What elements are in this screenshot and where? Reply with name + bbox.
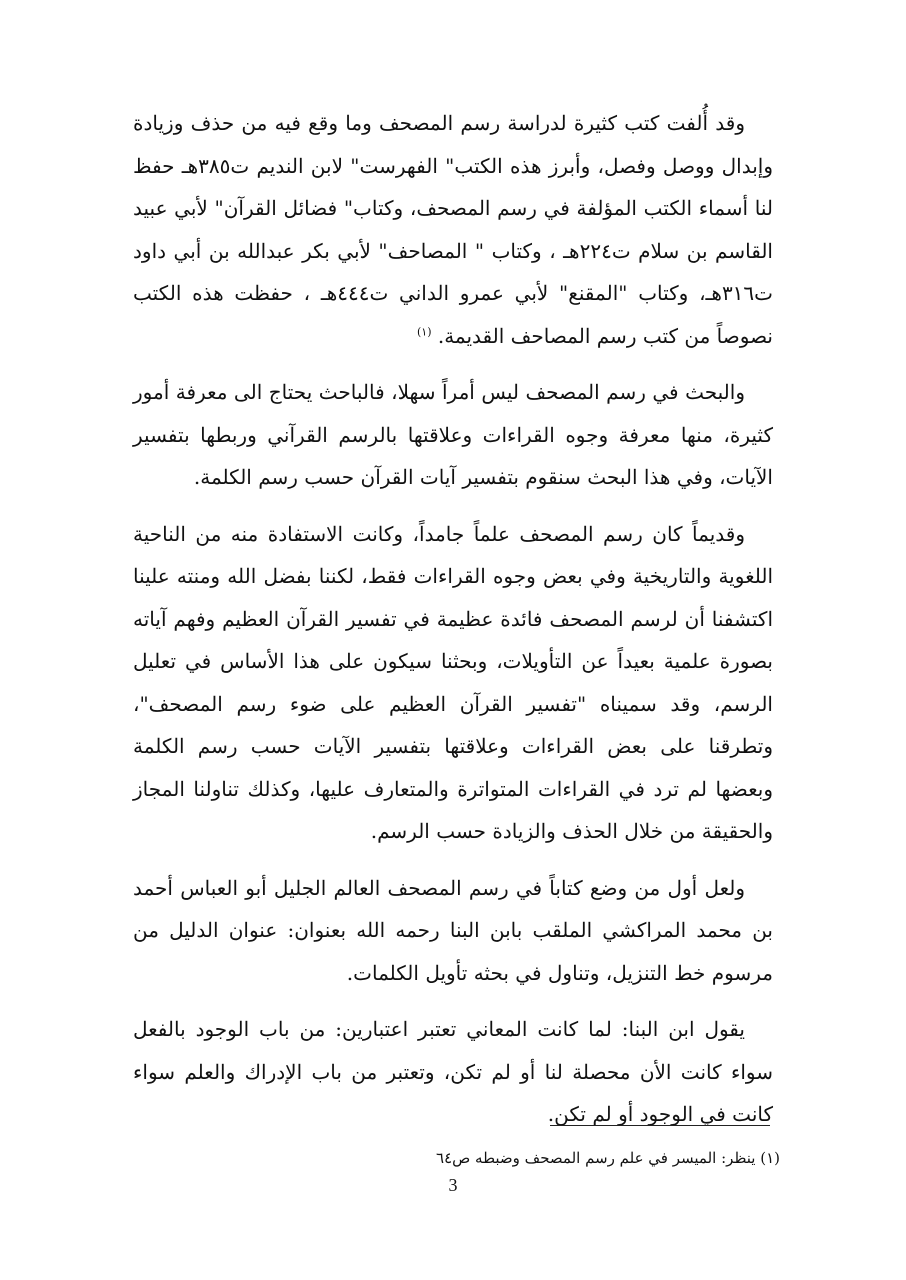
paragraph-3-text: وقديماً كان رسم المصحف علماً جامداً، وكانت الاستفادة منه من الناحية اللغوية والتاريخية وفي بعض وجوه القراءات فقط، لكننا بفضل الله ومنته علينا اكتشفنا أن لرسم المصحف فائدة عظيمة في تفسير القرآن العظيم وفهم آياته بصورة علمية بعيداً عن التأويلات، وبحثنا سيكون على هذا الأساس في تعليل الرسم، وقد سميناه "تفسير القرآن العظيم على ضوء رسم المصحف"، وتطرقنا على بعض القراءات وعلاقتها بتفسير الآيات حسب رسم الكلمة وبعضها لم ترد في القراءات المتواترة والمتعارف عليها، وكذلك تناولنا المجاز والحقيقة من خلال الحذف والزيادة حسب الرسم.: [133, 521, 773, 843]
footnote-text: (١) ينظر: الميسر في علم رسم المصحف وضبطه ص٦٤: [436, 1149, 780, 1167]
paragraph-5: [133, 1008, 773, 1136]
paragraph-1-text: وقد أُلفت كتب كثيرة لدراسة رسم المصحف وما وقع فيه من حذف وزيادة وإبدال ووصل وفصل، وأبرز هذه الكتب" الفهرست" لابن النديم ت٣٨٥هـ حفظ لنا أسماء الكتب المؤلفة في رسم المصحف، وكتاب" فضائل القرآن" لأبي عبيد القاسم بن سلام ت٢٢٤هـ ، وكتاب " المصاحف" لأبي بكر عبدالله بن أبي داود ت٣١٦هـ، وكتاب "المقنع" لأبي عمرو الداني ت٤٤٤هـ ، حفظت هذه الكتب نصوصاً من كتب رسم المصاحف القديمة.: [133, 111, 773, 348]
main-text: [133, 102, 773, 1136]
footnote-reference[interactable]: (١): [416, 324, 432, 338]
paragraph-5-text: يقول ابن البنا: لما كانت المعاني تعتبر اعتبارين: من باب الوجود بالفعل سواء كانت الأن محصلة لنا أو لم تكن، وتعتبر من باب الإدراك والعلم سواء كانت في الوجود أو لم تكن.: [133, 1017, 773, 1126]
footnote-separator: [550, 1125, 770, 1126]
paragraph-4: [133, 867, 773, 995]
paragraph-2: [133, 371, 773, 499]
paragraph-3: [133, 513, 773, 853]
paragraph-4-text: ولعل أول من وضع كتاباً في رسم المصحف العالم الجليل أبو العباس أحمد بن محمد المراكشي الملقب بابن البنا رحمه الله بعنوان: عنوان الدليل من مرسوم خط التنزيل، وتناول في بحثه تأويل الكلمات.: [133, 875, 773, 985]
page-number: 3: [448, 1175, 458, 1195]
paragraph-2-text: والبحث في رسم المصحف ليس أمراً سهلا، فالباحث يحتاج الى معرفة أمور كثيرة، منها معرفة وجوه القراءات وعلاقتها بالرسم القرآني وربطها بتفسير الآيات، وفي هذا البحث سنقوم بتفسير آيات القرآن حسب رسم الكلمة.: [133, 380, 773, 489]
paragraph-1: [133, 102, 773, 357]
